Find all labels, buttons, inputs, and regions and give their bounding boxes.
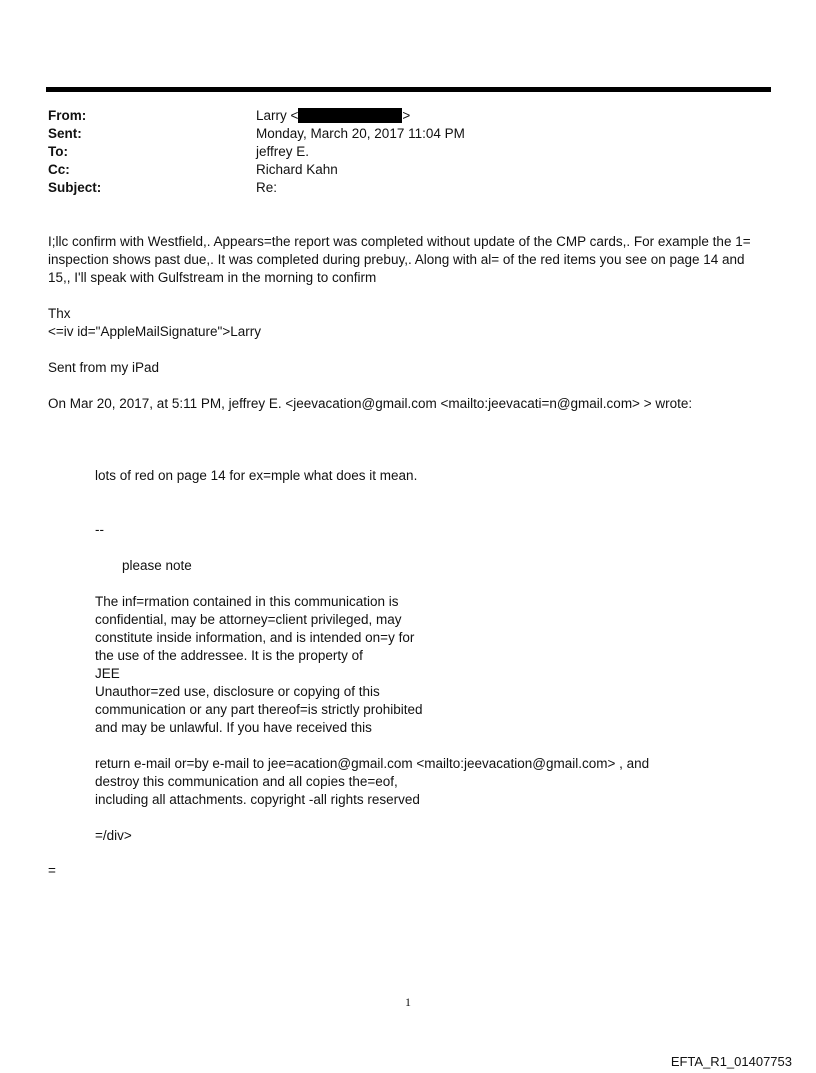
disclaimer-line: the use of the addressee. It is the property of (95, 648, 363, 663)
quoted-line: lots of red on page 14 for ex=mple what does it mean. (95, 468, 418, 483)
subject-value: Re: (256, 180, 278, 195)
disclaimer-line: Unauthor=zed use, disclosure or copying of this (95, 684, 380, 699)
disclaimer-line: JEE (95, 666, 120, 681)
from-label: From: (48, 108, 87, 123)
return-line: return e-mail or=by e-mail to jee=acation@gmail.com <mailto:jeevacation@gmail.com> , and (95, 756, 650, 771)
from-value (256, 107, 410, 125)
body-paragraph: I;llc confirm with Westfield,. Appears=the report was completed without update of the CMP cards,. For example the 1= inspection shows past due,. It was completed during prebuy,. Along with al= of the red items you see on page 14 and 15,, I'll speak with Gulfstream in the morning to confirm (48, 234, 751, 285)
close-div-line: =/div> (95, 828, 132, 843)
disclaimer-line: confidential, may be attorney=client privileged, may (95, 612, 402, 627)
sent-label: Sent: (48, 126, 82, 141)
cc-value: Richard Kahn (256, 162, 338, 177)
header-rule (46, 87, 771, 92)
disclaimer-line: The inf=rmation contained in this communication is (95, 594, 399, 609)
disclaimer-line: constitute inside information, and is intended on=y for (95, 630, 415, 645)
thanks-line: Thx (48, 306, 71, 321)
subject-label: Subject: (48, 180, 102, 195)
from-name-prefix: Larry < (256, 108, 299, 123)
disclaimer-line: communication or any part thereof=is strictly prohibited (95, 702, 423, 717)
trailing-equals: = (48, 863, 56, 878)
document-id: EFTA_R1_01407753 (670, 1054, 792, 1069)
signature-dashes: -- (95, 522, 104, 537)
from-name-suffix: > (402, 108, 411, 123)
to-value: jeffrey E. (256, 144, 310, 159)
quote-header: On Mar 20, 2017, at 5:11 PM, jeffrey E. <jeevacation@gmail.com <mailto:jeevacati=n@gmail.com> > wrote: (48, 396, 693, 411)
redaction-box (298, 108, 402, 123)
return-line: destroy this communication and all copies the=eof, (95, 774, 398, 789)
return-line: including all attachments. copyright -all rights reserved (95, 792, 420, 807)
page-number: 1 (405, 995, 411, 1009)
cc-label: Cc: (48, 162, 70, 177)
please-note: please note (122, 558, 192, 573)
sent-from-line: Sent from my iPad (48, 360, 160, 375)
disclaimer-line: and may be unlawful. If you have received this (95, 720, 372, 735)
to-label: To: (48, 144, 68, 159)
signature-line: <=iv id="AppleMailSignature">Larry (48, 324, 261, 339)
sent-value: Monday, March 20, 2017 11:04 PM (256, 126, 465, 141)
